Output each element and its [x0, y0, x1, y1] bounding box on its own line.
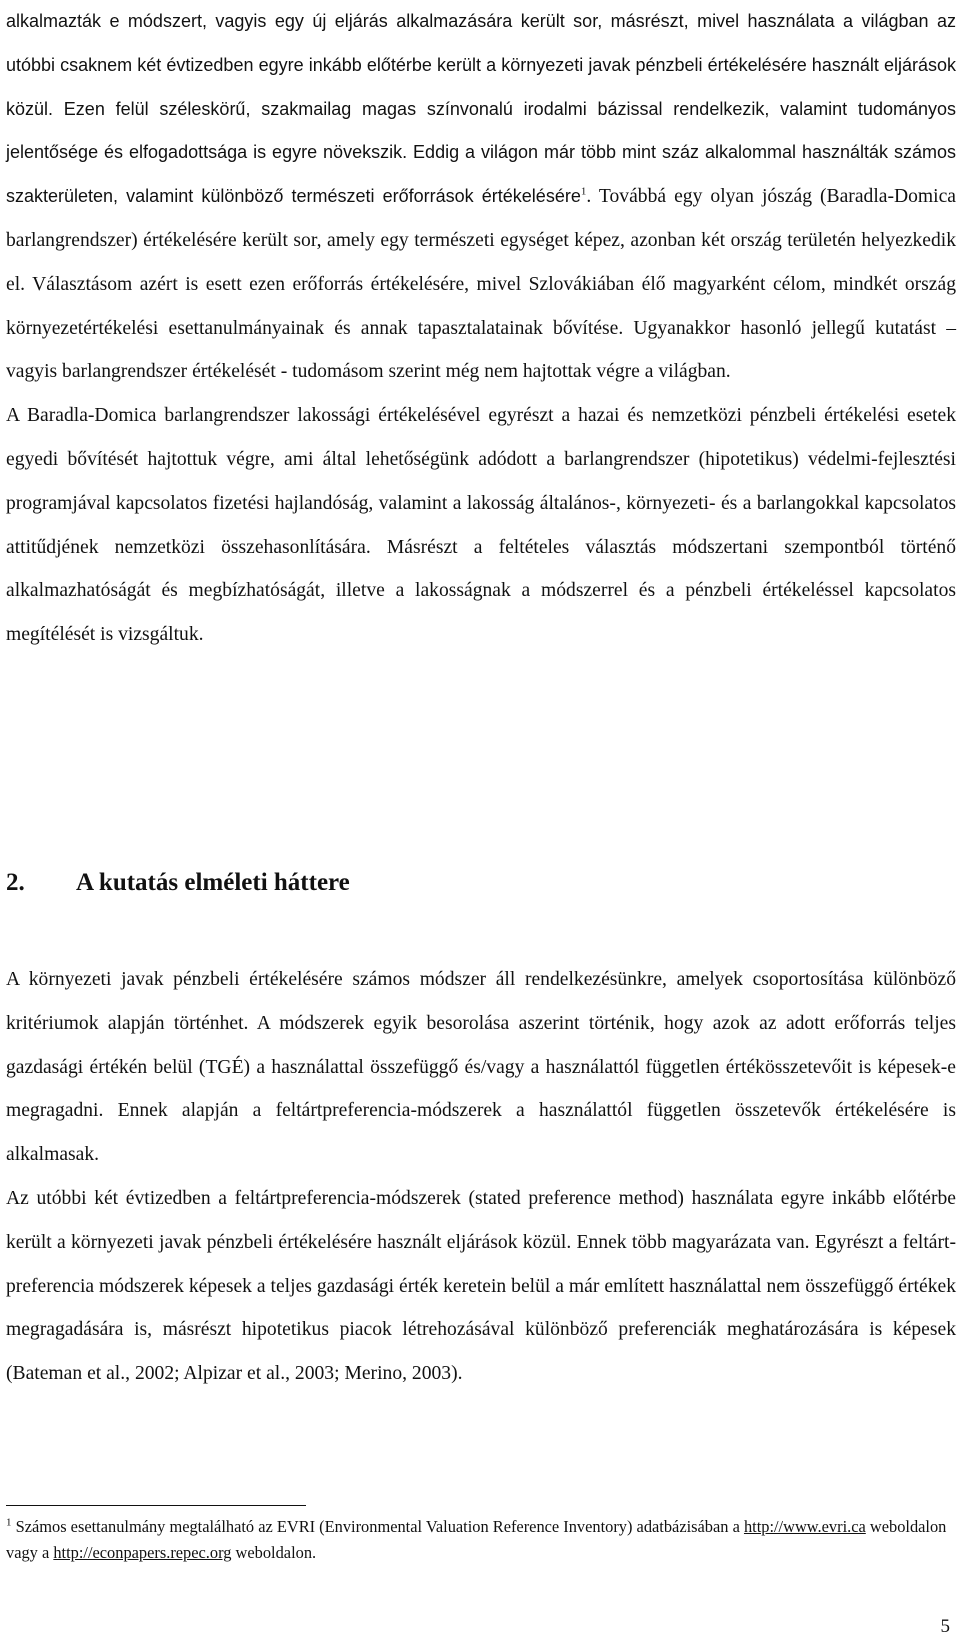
footnote-text-a: Számos esettanulmány megtalálható az EVRI (Environmental Valuation Reference Inventory) adatbázisában a: [11, 1517, 744, 1536]
section-number: 2.: [6, 869, 25, 896]
section-paragraph-1: A környezeti javak pénzbeli értékelésére számos módszer áll rendelkezésünkre, amelyek csoportosítása különböző kritériumok alapján történhet. A módszerek egyik besorolása aszerint történik, hogy azok az adott erőforrás teljes gazdasági értékén belül (TGÉ) a használattal összefüggő és/vagy a használattól független értékösszetevőit is képesek-e megragadni. Ennek alapján a feltártpreferencia-módszerek a használattól független összetevők értékelésére is alkalmasak.: [6, 969, 956, 1166]
section-paragraph-2: Az utóbbi két évtizedben a feltártpreferencia-módszerek (stated preference method) használata egyre inkább előtérbe került a környezeti javak pénzbeli értékelésére használt eljárások közül. Ennek több magyarázata van. Egyrészt a feltárt-preferencia módszerek képesek a teljes gazdasági érték keretein belül a már említett használattal nem összefüggő értékek megragadására is, másrészt hipotetikus piacok létrehozásával különböző preferenciák meghatározására is képesek (Bateman et al., 2002; Alpizar et al., 2003; Merino, 2003).: [6, 1187, 956, 1385]
footnote-divider: [6, 1505, 306, 1506]
econpapers-link[interactable]: http://econpapers.repec.org: [53, 1543, 232, 1562]
paragraph-1-serif-part: . Továbbá egy olyan jószág (Baradla-Domica barlangrendszer) értékelésére került sor, amely egy természeti egységet képez, azonban két ország területén helyezkedik el. Választásom azért is esett ezen erőforrás értékelésére, mivel Szlovákiában élő magyarként célom, mindkét ország környezetértékelési esettanulmányainak és annak tapasztalatainak bővítése. Ugyanakkor hasonló jellegű kutatást – vagyis barlangrendszer értékelését - tudomásom szerint még nem hajtottak végre a világban.: [6, 186, 957, 383]
evri-link[interactable]: http://www.evri.ca: [743, 1517, 866, 1536]
section-heading: [6, 868, 350, 898]
section-body: [6, 958, 956, 1396]
paragraph-1-sans-part: alkalmazták e módszert, vagyis egy új eljárás alkalmazására került sor, másrészt, mivel használata a világban az utóbbi csaknem két évtizedben egyre inkább előtérbe került a környezeti javak pénzbeli értékelésére használt eljárások közül. Ezen felül széleskörű, szakmailag magas színvonalú irodalmi bázissal rendelkezik, valamint tudományos jelentősége és elfogadottsága is egyre növekszik. Eddig a világon már több mint száz alkalommal használták számos szakterületen, valamint különböző természeti erőforrások értékelésére: [6, 11, 956, 207]
footnote-text-b: weboldalon vagy a: [6, 1517, 947, 1562]
paragraph-1: [6, 0, 956, 394]
section-title: A kutatás elméleti háttere: [76, 869, 350, 896]
footnote-marker: 1: [6, 1516, 12, 1529]
intro-text: [6, 0, 956, 657]
paragraph-2: A Baradla-Domica barlangrendszer lakossági értékelésével egyrészt a hazai és nemzetközi pénzbeli értékelési esetek egyedi bővítését hajtottuk végre, ami által lehetőségünk adódott a barlangrendszer (hipotetikus) védelmi-fejlesztési programjával kapcsolatos fizetési hajlandóság, valamint a lakosság általános-, környezeti- és a barlangokkal kapcsolatos attitűdjének nemzetközi összehasonlítására. Másrészt a feltételes választás módszertani szempontból történő alkalmazhatóságát és megbízhatóságát, illetve a lakosságnak a módszerrel és a pénzbeli értékeléssel kapcsolatos megítélését is vizsgáltuk.: [6, 405, 956, 646]
footnote: [6, 1514, 956, 1566]
page-number: 5: [940, 1616, 950, 1637]
footnote-text-c: weboldalon.: [231, 1543, 317, 1562]
footnote-reference[interactable]: 1: [580, 185, 587, 198]
